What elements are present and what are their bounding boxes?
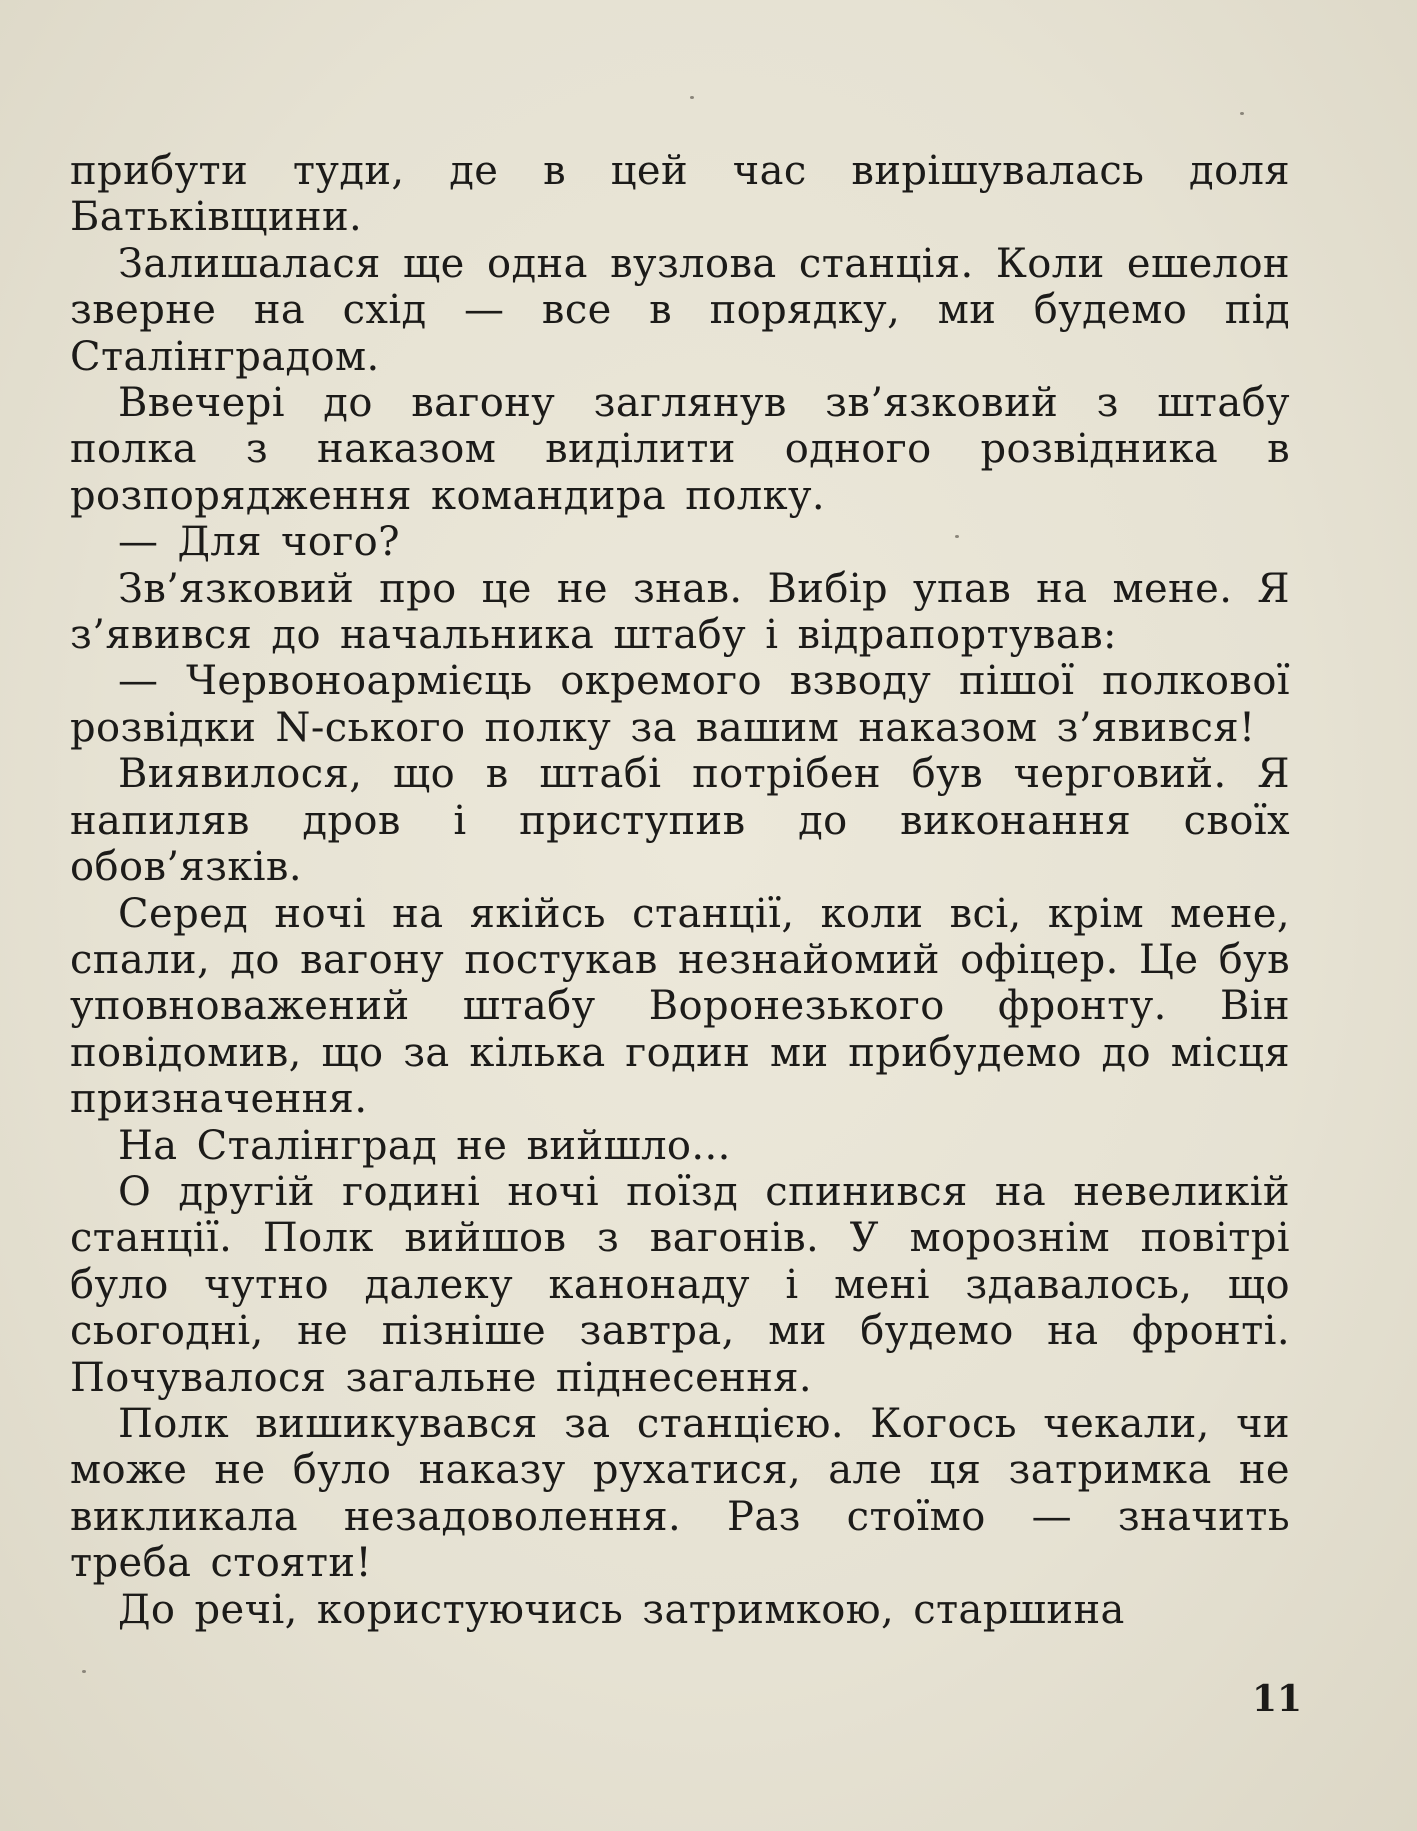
- paragraph: На Сталінград не вийшло...: [118, 1122, 731, 1169]
- paragraph: Полк вишикувався за станцією. Когось чекали, чи може не було наказу рухатися, але ця затримка не викликала незадоволення. Раз стоїмо — значить треба стояти!: [70, 1400, 1290, 1587]
- paragraph: О другій годині ночі поїзд спинився на невеликій станції. Полк вийшов з вагонів. У морознім повітрі було чутно далеку канонаду і мені здавалось, що сьогодні, не пізніше завтра, ми будемо на фронті. Почувалося загальне піднесення.: [70, 1168, 1290, 1401]
- page-number: 11: [1252, 1678, 1303, 1720]
- paper-speck: [1240, 112, 1244, 115]
- paragraph: Ввечері до вагону заглянув зв’язковий з штабу полка з наказом виділити одного розвідника в розпорядження командира полку.: [70, 380, 1290, 519]
- paragraph: прибути туди, де в цей час вирішувалась доля Батьківщини.: [70, 148, 1290, 241]
- paragraph: Зв’язковий про це не знав. Вибір упав на мене. Я з’явився до начальника штабу і відрапортував:: [70, 565, 1290, 659]
- paragraph: Виявилося, що в штабі потрібен був черговий. Я напиляв дров і приступив до виконання своїх обов’язків.: [70, 751, 1290, 891]
- paragraph: — Червоноармієць окремого взводу пішої полкової розвідки N-ського полку за вашим наказом з’явився!: [70, 658, 1290, 751]
- paper-speck: [82, 1670, 86, 1673]
- paragraph: — Для чого?: [118, 519, 401, 566]
- paragraph: Залишалася ще одна вузлова станція. Коли ешелон зверне на схід — все в порядку, ми будемо під Сталінградом.: [70, 240, 1290, 380]
- paper-speck: [690, 96, 694, 99]
- paragraph: Серед ночі на якійсь станції, коли всі, крім мене, спали, до вагону постукав незнайомий офіцер. Це був уповноважений штабу Воронезького фронту. Він повідомив, що за кілька годин ми прибудемо до місця призначення.: [70, 890, 1290, 1123]
- paragraph: До речі, користуючись затримкою, старшина: [118, 1586, 1125, 1633]
- body-text: [70, 148, 1290, 1633]
